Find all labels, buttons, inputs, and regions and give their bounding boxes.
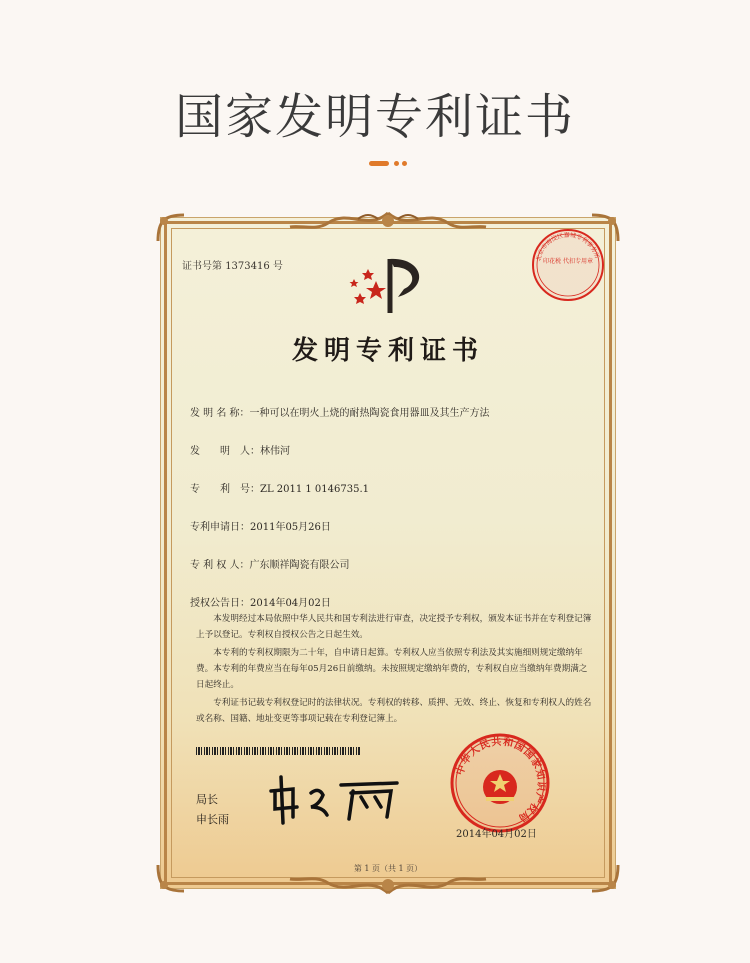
barcode — [196, 747, 360, 755]
certificate-body — [196, 611, 592, 729]
field-value: ZL 2011 1 0146735.1 — [260, 484, 370, 495]
patent-certificate — [160, 217, 616, 889]
patent-office-emblem-icon — [346, 253, 436, 317]
certificate-heading: 发明专利证书 — [291, 336, 484, 366]
director-name: 申长雨 — [196, 813, 229, 826]
field-grant-date — [190, 594, 331, 609]
field-value: 广东顺祥陶瓷有限公司 — [249, 560, 350, 571]
field-value: 一种可以在明火上烧的耐热陶瓷食用器皿及其生产方法 — [249, 408, 490, 419]
field-label: 专 利 权 人： — [190, 560, 250, 571]
field-label: 授权公告日： — [190, 598, 250, 609]
director-title: 局长 — [196, 793, 218, 806]
title-decoration-dot — [394, 161, 399, 166]
field-invention-name — [190, 404, 490, 419]
director-signature-icon — [263, 769, 403, 825]
field-inventor — [190, 442, 290, 457]
tax-stamp-icon — [530, 227, 606, 303]
field-value: 2011年05月26日 — [250, 522, 331, 533]
field-label: 发 明 人： — [190, 446, 260, 457]
official-seal-icon — [448, 731, 552, 835]
body-paragraph: 本发明经过本局依照中华人民共和国专利法进行审查，决定授予专利权，颁发本证书并在专利登记簿上予以登记。专利权自授权公告之日起生效。 — [196, 614, 592, 640]
field-label: 专利申请日： — [190, 522, 250, 533]
seal-text: 中华人民共和国国家知识产权局 — [454, 736, 547, 824]
title-decoration-dot — [402, 161, 407, 166]
bottom-ornament-icon — [288, 873, 488, 897]
page-number: 第 1 页（共 1 页） — [353, 864, 423, 873]
top-ornament-icon — [288, 209, 488, 235]
body-paragraph: 专利证书记载专利权登记时的法律状况。专利权的转移、质押、无效、终止、恢复和专利权人的姓名或名称、国籍、地址变更等事项记载在专利登记簿上。 — [196, 698, 592, 724]
field-label: 专 利 号： — [190, 484, 260, 495]
field-patentee — [190, 556, 350, 571]
field-value: 2014年04月02日 — [250, 598, 331, 609]
field-patent-number — [190, 480, 369, 495]
body-paragraph: 本专利的专利权期限为二十年，自申请日起算。专利权人应当依照专利法及其实施细则规定缴纳年费。本专利的年费应当在每年05月26日前缴纳。未按照规定缴纳年费的，专利权自应当缴纳年费期满之日起终止。 — [196, 648, 588, 690]
title-decoration-bar — [369, 161, 389, 166]
field-application-date — [190, 518, 331, 533]
small-seal-inner: 印花税 代扣专用章 — [543, 258, 593, 265]
seal-date: 2014年04月02日 — [456, 829, 537, 840]
page-title: 国家发明专利证书 — [174, 89, 575, 145]
certificate-number: 证书号第 1373416 号 — [182, 261, 283, 272]
corner-ornament-icon — [154, 211, 188, 245]
small-seal-text: 北京市海淀区嘉城专利事务所 — [535, 231, 601, 262]
field-value: 林伟河 — [260, 446, 290, 457]
field-label: 发 明 名 称： — [190, 408, 250, 419]
